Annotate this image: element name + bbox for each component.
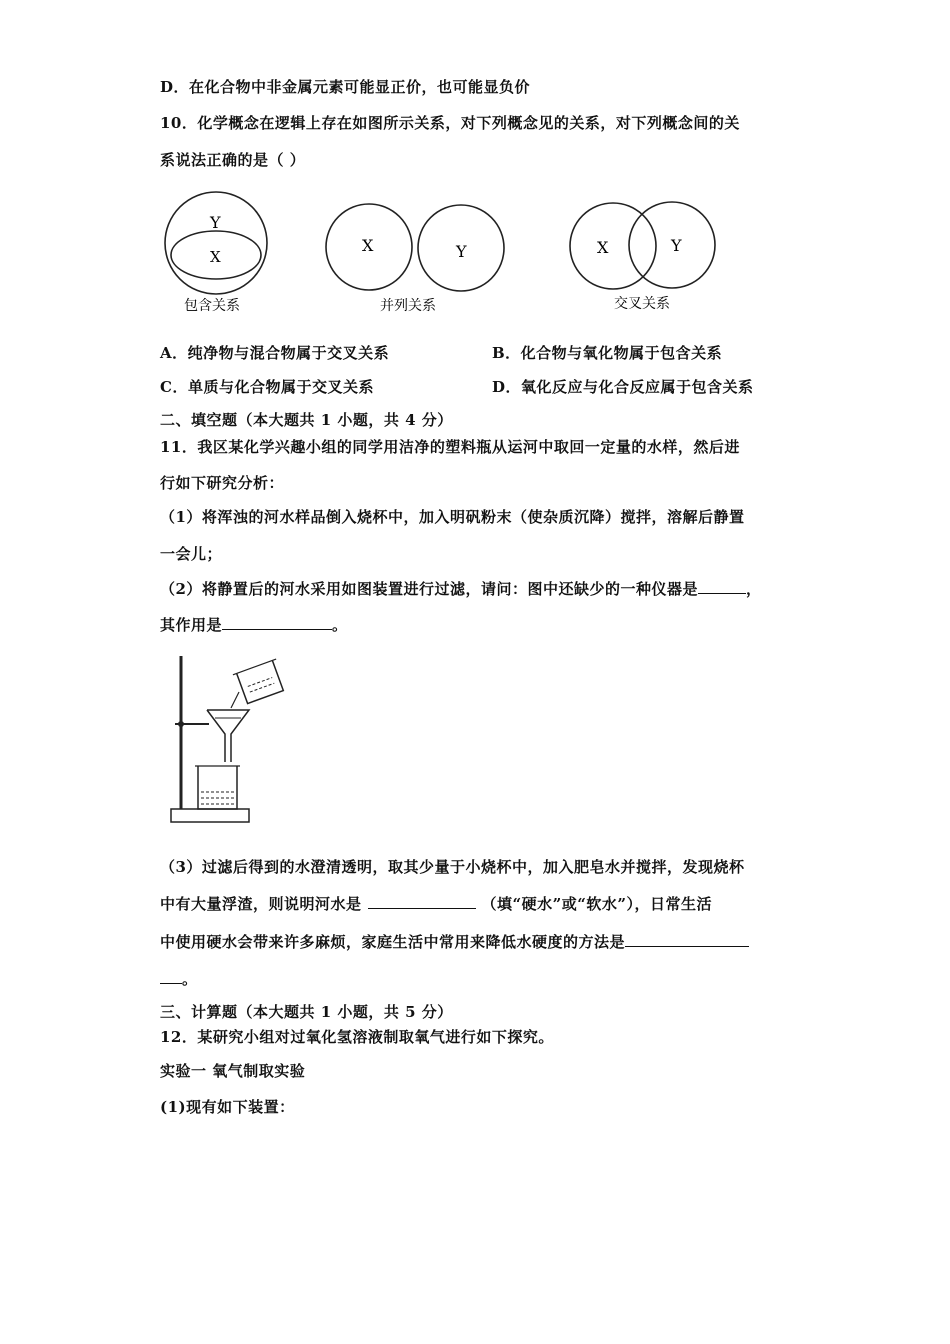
section3-title: 三、计算题（本大题共 1 小题，共 5 分） <box>160 1003 453 1021</box>
inclusion-x-label: X <box>210 248 221 266</box>
intersection-y-label: Y <box>671 236 682 255</box>
q10-stem-line2: 系说法正确的是（ ） <box>160 151 306 169</box>
q11-part1-line2: 一会儿； <box>160 545 223 563</box>
q11-part2-line2 <box>160 614 348 635</box>
concept-relation-diagrams <box>0 185 950 325</box>
q10-stem-line1: 10．化学概念在逻辑上存在如图所示关系，对下列概念见的关系，对下列概念间的关 <box>160 114 740 132</box>
q11-part3-line2 <box>160 893 712 914</box>
q11-stem-line2: 行如下研究分析： <box>160 474 285 492</box>
receiving-beaker <box>198 766 237 809</box>
water-stream <box>231 692 239 708</box>
q11-part2-text-c: 其作用是 <box>160 616 223 634</box>
parallel-caption: 并列关系 <box>380 298 436 314</box>
q11-part3-text-a: 中有大量浮渣，则说明河水是 <box>160 895 362 913</box>
intersection-diagram <box>570 202 715 312</box>
q11-part3-line3 <box>160 931 749 952</box>
q12-part1: (1)现有如下装置： <box>160 1098 295 1116</box>
q11-stem-line1: 11．我区某化学兴趣小组的同学用洁净的塑料瓶从运河中取回一定量的水样，然后进 <box>160 438 740 456</box>
q11-part1-line1: （1）将浑浊的河水样品倒入烧杯中，加入明矾粉末（使杂质沉降）搅拌，溶解后静置 <box>160 508 745 526</box>
q10-option-b: B．化合物与氧化物属于包含关系 <box>492 344 723 362</box>
q11-part3-line1: （3）过滤后得到的水澄清透明，取其少量于小烧杯中，加入肥皂水并搅拌，发现烧杯 <box>160 858 745 876</box>
q10-option-d: D．氧化反应与化合反应属于包含关系 <box>492 378 754 396</box>
inclusion-y-label: Y <box>210 213 221 232</box>
q11-part2-line1 <box>160 578 761 599</box>
q11-part2-text-d: 。 <box>332 616 348 634</box>
q10-option-a: A．纯净物与混合物属于交叉关系 <box>160 344 390 362</box>
q12-experiment1-title: 实验一 氧气制取实验 <box>160 1062 306 1080</box>
clamp-screw <box>178 721 184 727</box>
stand-base <box>171 809 249 822</box>
q10-option-c: C．单质与化合物属于交叉关系 <box>160 378 374 396</box>
q12-stem: 12．某研究小组对过氧化氢溶液制取氧气进行如下探究。 <box>160 1028 554 1046</box>
answer-blank-continuation[interactable] <box>160 969 182 984</box>
parallel-y-label: Y <box>456 242 467 261</box>
inclusion-diagram <box>165 192 267 314</box>
answer-blank-instrument[interactable] <box>698 579 746 594</box>
parallel-diagram <box>326 204 504 314</box>
q9-option-d: D．在化合物中非金属元素可能显正价，也可能显负价 <box>160 78 531 96</box>
intersection-caption: 交叉关系 <box>614 296 670 312</box>
answer-blank-water-type[interactable] <box>368 894 476 909</box>
q11-part3-text-d: 。 <box>182 970 198 988</box>
answer-blank-function[interactable] <box>222 615 332 630</box>
inclusion-caption: 包含关系 <box>184 298 240 314</box>
pouring-beaker <box>233 659 287 705</box>
q11-part3-text-c: 中使用硬水会带来许多麻烦，家庭生活中常用来降低水硬度的方法是 <box>160 933 626 951</box>
q11-part3-line4 <box>160 968 198 989</box>
parallel-x-label: X <box>362 236 374 255</box>
section2-title: 二、填空题（本大题共 1 小题，共 4 分） <box>160 411 453 429</box>
answer-blank-softening-method[interactable] <box>625 932 749 947</box>
q11-part2-text-a: （2）将静置后的河水采用如图装置进行过滤，请问：图中还缺少的一种仪器是 <box>160 580 698 598</box>
intersection-x-label: X <box>597 238 609 257</box>
q11-part2-text-b: ， <box>745 580 762 598</box>
filtration-apparatus-figure <box>165 652 305 827</box>
q11-part3-text-b: （填“硬水”或“软水”），日常生活 <box>481 895 713 913</box>
